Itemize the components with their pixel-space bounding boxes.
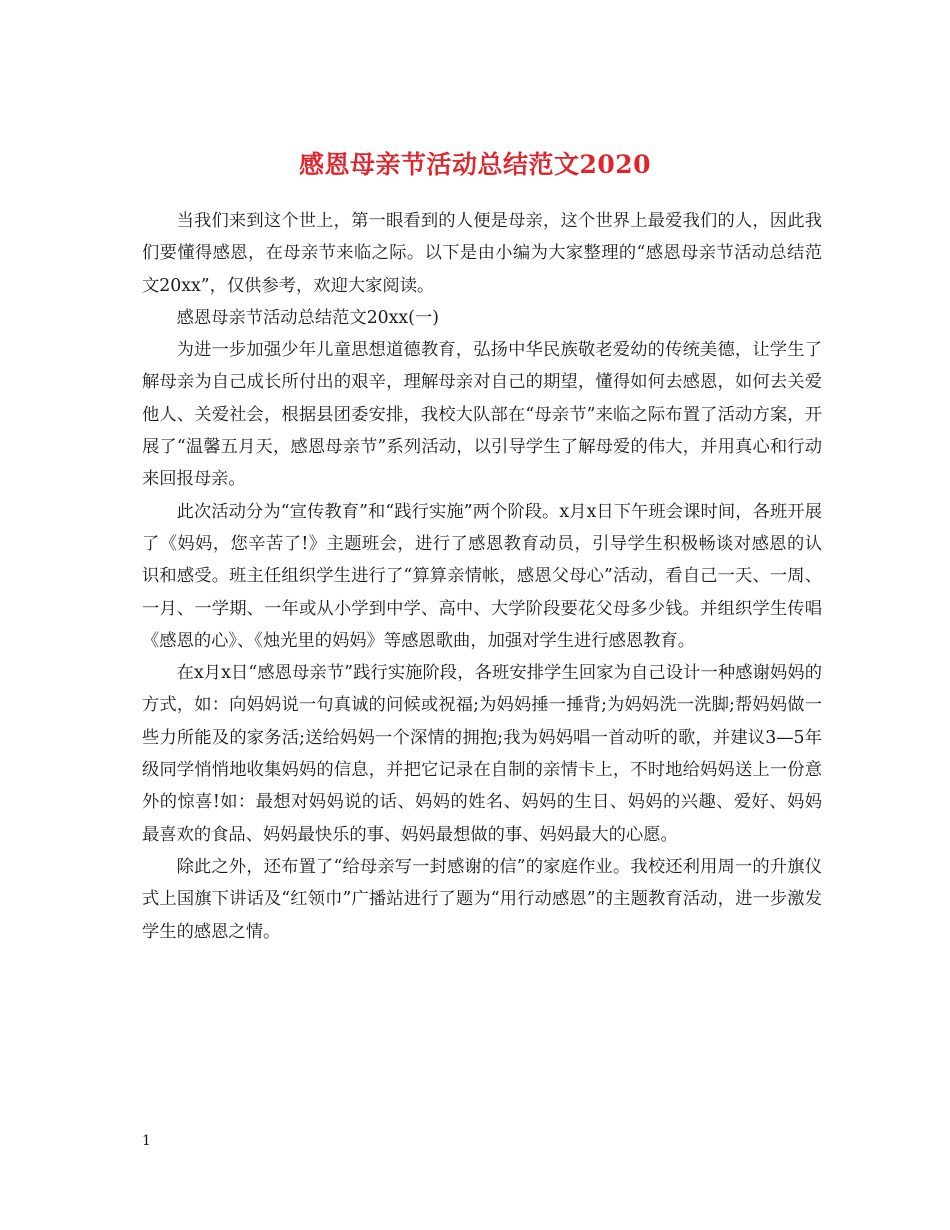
paragraph: 为进一步加强少年儿童思想道德教育，弘扬中华民族敬老爱幼的传统美德，让学生了解母亲为自己成长所付出的艰辛，理解母亲对自己的期望，懂得如何去感恩，如何去关爱他人、关爱社会，根据县团委安排，我校大队部在“母亲节”来临之际布置了活动方案，开展了“温馨五月天，感恩母亲节”系列活动，以引导学生了解母爱的伟大，并用真心和行动来回报母亲。 [142,340,822,490]
paragraph: 在x月x日“感恩母亲节”践行实施阶段，各班安排学生回家为自己设计一种感谢妈妈的方式，如：向妈妈说一句真诚的问候或祝福;为妈妈捶一捶背;为妈妈洗一洗脚;帮妈妈做一些力所能及的家务活;送给妈妈一个深情的拥抱;我为妈妈唱一首动听的歌，并建议3—5年级同学悄悄地收集妈妈的信息，并把它记录在自制的亲情卡上，不时地给妈妈送上一份意外的惊喜!如：最想对妈妈说的话、妈妈的姓名、妈妈的生日、妈妈的兴趣、爱好、妈妈最喜欢的食品、妈妈最快乐的事、妈妈最想做的事、妈妈最大的心愿。 [142,663,822,845]
document-title: 感恩母亲节活动总结范文2020 [298,149,652,179]
paragraph: 除此之外，还布置了“给母亲写一封感谢的信”的家庭作业。我校还利用周一的升旗仪式上国旗下讲话及“红领巾”广播站进行了题为“用行动感恩”的主题教育活动，进一步激发学生的感恩之情。 [142,856,822,942]
page-number: 1 [142,1133,151,1149]
document-body [142,205,822,948]
paragraph-intro: 当我们来到这个世上，第一眼看到的人便是母亲，这个世界上最爱我们的人，因此我们要懂得感恩，在母亲节来临之际。以下是由小编为大家整理的“感恩母亲节活动总结范文20xx”，仅供参考，欢迎大家阅读。 [142,211,822,296]
section-heading: 感恩母亲节活动总结范文20xx(一) [176,307,439,328]
paragraph: 此次活动分为“宣传教育”和“践行实施”两个阶段。x月x日下午班会课时间，各班开展了《妈妈，您辛苦了!》主题班会，进行了感恩教育动员，引导学生积极畅谈对感恩的认识和感受。班主任组织学生进行了“算算亲情帐，感恩父母心”活动，看自己一天、一周、一月、一学期、一年或从小学到中学、高中、大学阶段要花父母多少钱。并组织学生传唱《感恩的心》、《烛光里的妈妈》等感恩歌曲，加强对学生进行感恩教育。 [142,501,822,651]
